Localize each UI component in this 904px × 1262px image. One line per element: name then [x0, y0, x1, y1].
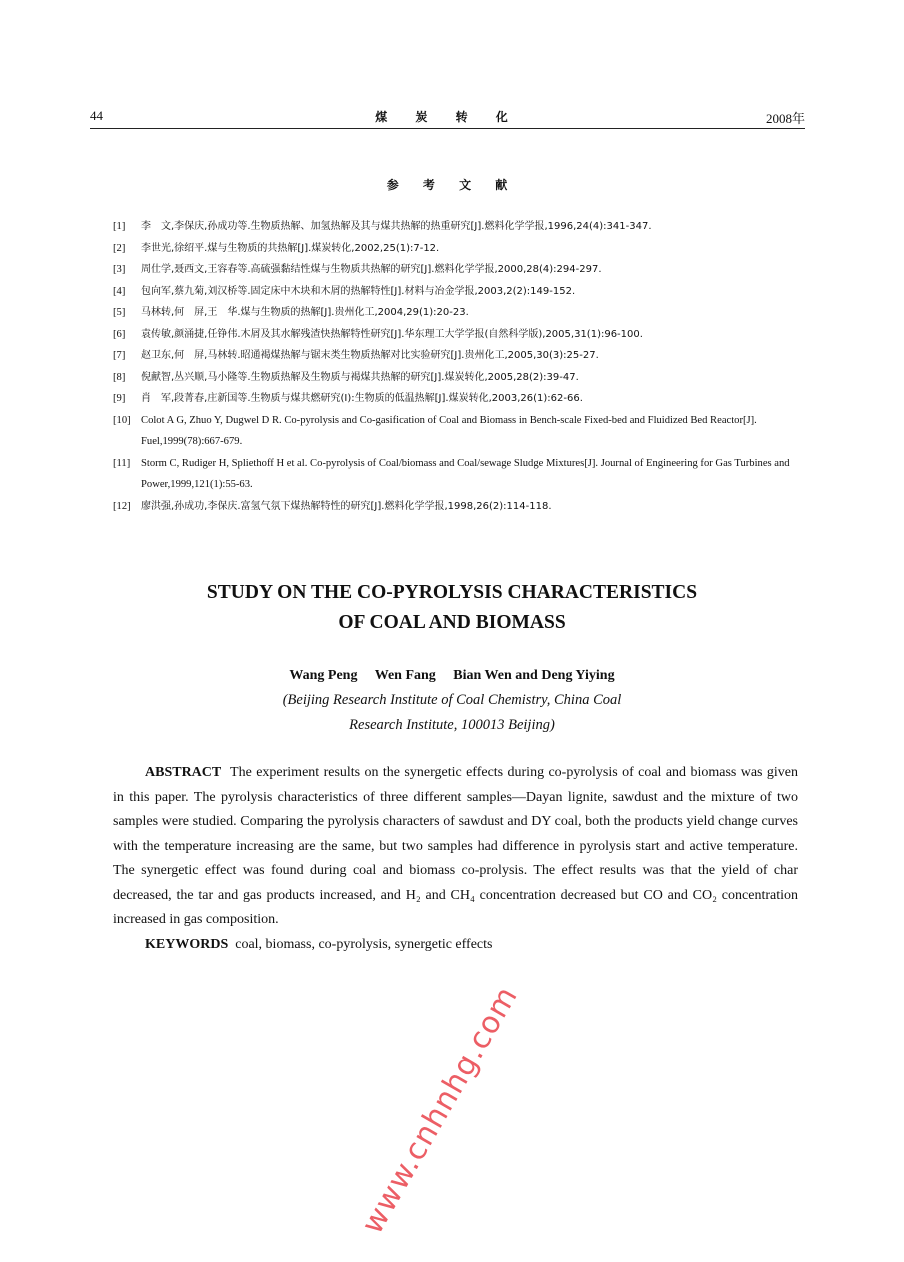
title-line: OF COAL AND BIOMASS — [338, 612, 566, 633]
reference-text: 廖洪强,孙成功,李保庆.富氢气氛下煤热解特性的研究[J].燃料化学学报,1998,26(2):114-118. — [141, 500, 552, 512]
reference-item — [113, 367, 803, 389]
affiliation-line: Research Institute, 100013 Beijing) — [349, 716, 555, 733]
abstract-text: The experiment results on the synergetic effects during co-pyrolysis of coal and biomass was given in this paper. The pyrolysis characteristics of three different samples—Dayan lignite, sawdust and the mixture of two samples were studied. Comparing the pyrolysis characters of sawdust and DY coal, both the products yield change curves with the temperature increasing are the same, but two samples had difference in pyrolysis start and active temperature. The synergetic effect was found during coal and biomass co-prolysis. The effect results was that the yield of char decreased, the tar and gas products increased, and H₂ and CH₄ concentration decreased but CO and CO₂ concentration increased in gas composition. — [113, 765, 799, 927]
reference-text: Colot A G, Zhuo Y, Dugwel D R. Co-pyrolysis and Co-gasification of Coal and Biomass in Bench-scale Fixed-bed and Fluidized Bed Reactor[J]. Fuel,1999(78):667-679. — [141, 414, 757, 447]
year: 2008年 — [765, 111, 805, 126]
reference-text: 赵卫东,何 屏,马林转.昭通褐煤热解与锯末类生物质热解对比实验研究[J].贵州化工,2005,30(3):25-27. — [141, 350, 599, 361]
reference-text: 李世光,徐绍平.煤与生物质的共热解[J].煤炭转化,2002,25(1):7-12. — [141, 242, 440, 254]
reference-number: [9] — [113, 393, 126, 404]
reference-item — [113, 345, 803, 367]
reference-item — [113, 302, 803, 324]
reference-number: [6] — [113, 328, 126, 340]
page-number: 44 — [90, 108, 103, 123]
reference-text: 李 文,李保庆,孙成功等.生物质热解、加氢热解及其与煤共热解的热重研究[J].燃料化学学报,1996,24(4):341-347. — [141, 221, 652, 232]
references-heading: 参 考 文 献 — [386, 178, 518, 192]
reference-text: 马林转,何 屏,王 华.煤与生物质的热解[J].贵州化工,2004,29(1):20-23. — [141, 307, 469, 318]
reference-item — [113, 453, 803, 496]
abstract-section — [113, 761, 798, 957]
keywords — [113, 933, 798, 958]
reference-item — [113, 410, 803, 453]
reference-number: [1] — [113, 221, 126, 232]
reference-text: 袁传敏,颜涌捷,任铮伟.木屑及其水解残渣快热解特性研究[J].华东理工大学学报(自然科学版),2005,31(1):96-100. — [141, 328, 643, 340]
reference-text: 倪献智,丛兴顺,马小隆等.生物质热解及生物质与褐煤共热解的研究[J].煤炭转化,2005,28(2):39-47. — [141, 371, 579, 383]
authors: Wang Peng Wen Fang Bian Wen and Deng Yiying — [289, 668, 615, 683]
affiliation — [0, 688, 904, 737]
reference-item — [113, 281, 803, 303]
reference-item — [113, 496, 803, 518]
reference-number: [8] — [113, 371, 126, 383]
reference-item — [113, 259, 803, 281]
keywords-text: coal, biomass, co-pyrolysis, synergetic effects — [235, 936, 493, 952]
watermark: www.cnhnhg.com — [354, 980, 526, 1240]
reference-number: [7] — [113, 350, 126, 361]
reference-number: [11] — [113, 457, 131, 469]
abstract — [113, 761, 798, 933]
reference-item — [113, 388, 803, 410]
reference-text: Storm C, Rudiger H, Spliethoff H et al. Co-pyrolysis of Coal/biomass and Coal/sewage Sludge Mixtures[J]. Journal of Engineering for Gas Turbines and Power,1999,121(1):55-63. — [141, 457, 790, 490]
reference-number: [12] — [113, 500, 131, 512]
reference-list — [113, 216, 803, 517]
reference-text: 包向军,蔡九菊,刘汉桥等.固定床中木块和木屑的热解特性[J].材料与冶金学报,2003,2(2):149-152. — [141, 285, 576, 297]
title-line: STUDY ON THE CO-PYROLYSIS CHARACTERISTICS — [206, 582, 698, 603]
reference-number: [3] — [113, 264, 126, 275]
journal-name: 煤 炭 转 化 — [375, 110, 520, 124]
reference-item — [113, 238, 803, 260]
reference-item — [113, 324, 803, 346]
running-header — [90, 108, 805, 129]
article-title — [0, 578, 904, 638]
reference-text: 肖 军,段菁春,庄新国等.生物质与煤共燃研究(Ⅰ):生物质的低温热解[J].煤炭转化,2003,26(1):62-66. — [141, 393, 583, 404]
reference-number: [4] — [113, 285, 126, 297]
reference-number: [2] — [113, 242, 126, 254]
keywords-label: KEYWORDS — [145, 936, 229, 952]
abstract-label: ABSTRACT — [145, 765, 222, 780]
reference-item — [113, 216, 803, 238]
affiliation-line: (Beijing Research Institute of Coal Chemistry, China Coal — [282, 692, 622, 708]
reference-text: 周仕学,聂西文,王容春等.高硫强黏结性煤与生物质共热解的研究[J].燃料化学学报,2000,28(4):294-297. — [141, 264, 602, 275]
reference-number: [10] — [113, 414, 131, 426]
reference-number: [5] — [113, 307, 126, 318]
